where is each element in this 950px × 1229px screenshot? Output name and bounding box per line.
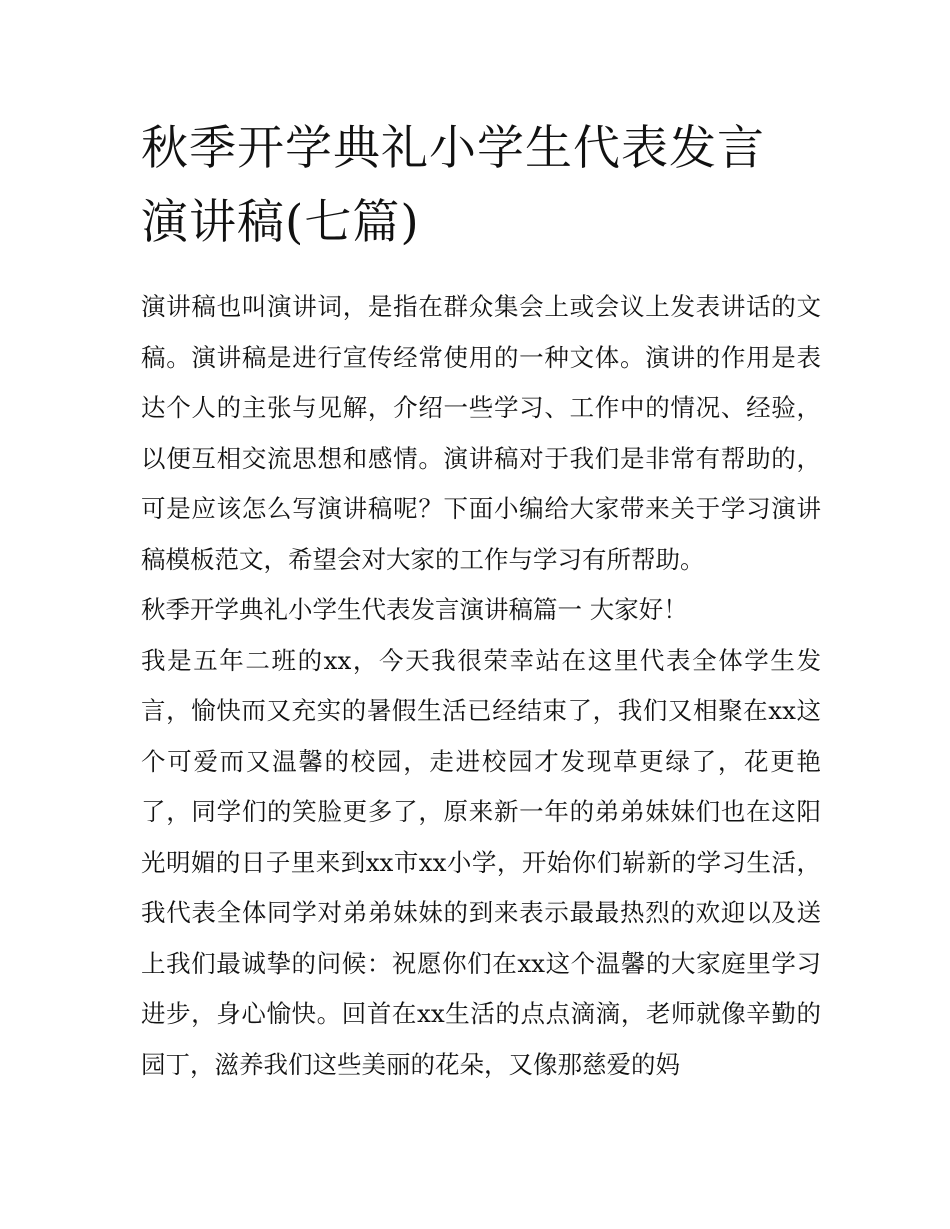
title-line-2: 演讲稿(七篇) (141, 195, 420, 250)
document-content (141, 112, 821, 1090)
document-body (141, 282, 821, 1090)
document-title (141, 112, 821, 260)
speech-paragraph: 我是五年二班的xx，今天我很荣幸站在这里代表全体学生发言，愉快而又充实的暑假生活已经结束了，我们又相聚在xx这个可爱而又温馨的校园，走进校园才发现草更绿了，花更艳了，同学们的笑脸更多了，原来新一年的弟弟妹妹们也在这阳光明媚的日子里来到xx市xx小学，开始你们崭新的学习生活，我代表全体同学对弟弟妹妹的到来表示最最热烈的欢迎以及送上我们最诚挚的问候：祝愿你们在xx这个温馨的大家庭里学习进步，身心愉快。回首在xx生活的点点滴滴，老师就像辛勤的园丁，滋养我们这些美丽的花朵，又像那慈爱的妈 (141, 645, 821, 1079)
intro-paragraph: 演讲稿也叫演讲词，是指在群众集会上或会议上发表讲话的文稿。演讲稿是进行宣传经常使用的一种文体。演讲的作用是表达个人的主张与见解，介绍一些学习、工作中的情况、经验，以便互相交流思想和感情。演讲稿对于我们是非常有帮助的，可是应该怎么写演讲稿呢？下面小编给大家带来关于学习演讲稿模板范文，希望会对大家的工作与学习有所帮助。 (141, 292, 821, 574)
section-heading-paragraph: 秋季开学典礼小学生代表发言演讲稿篇一 大家好！ (141, 595, 688, 624)
title-line-1: 秋季开学典礼小学生代表发言 (141, 121, 765, 176)
